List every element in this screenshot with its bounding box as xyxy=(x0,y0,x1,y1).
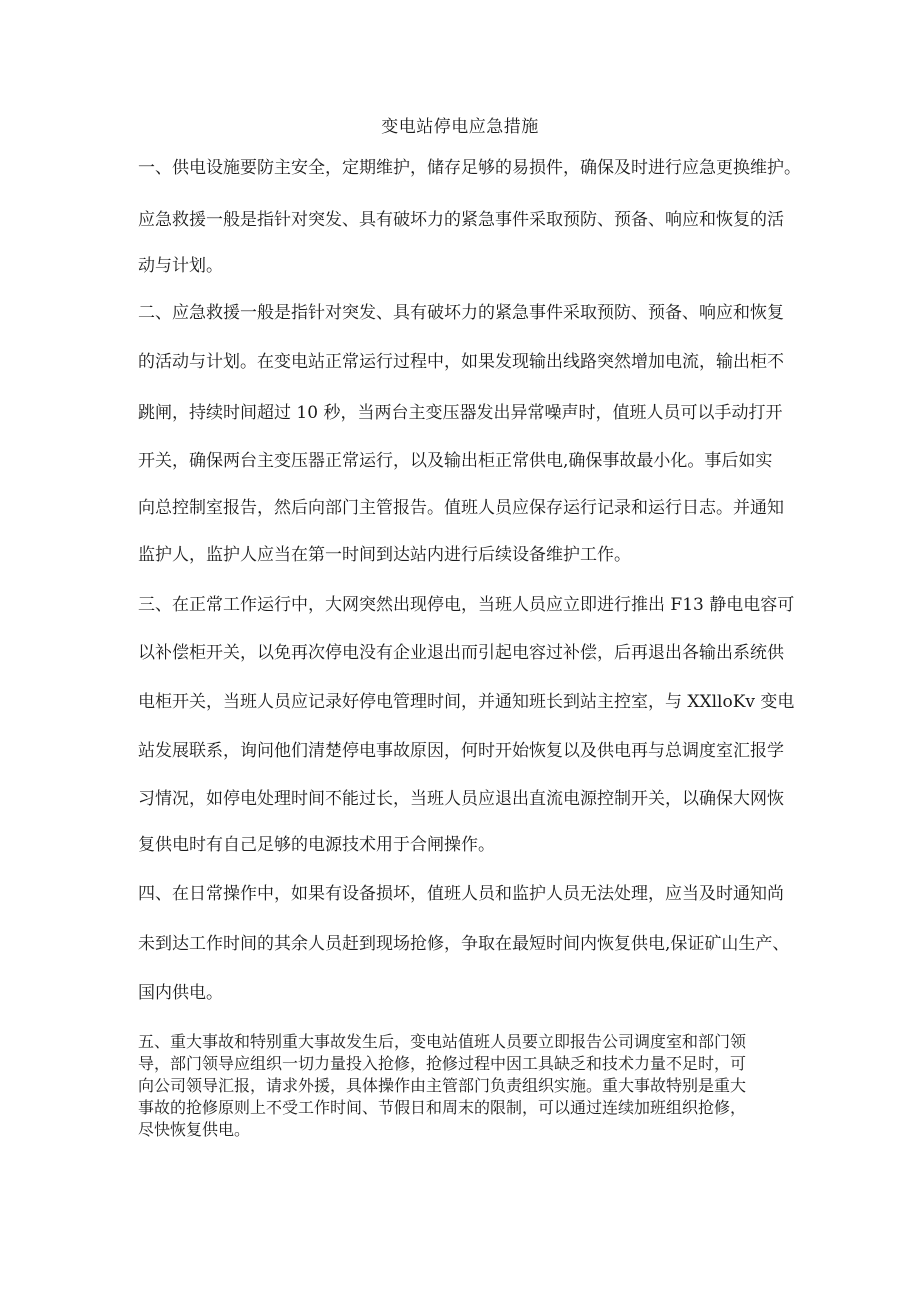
paragraph-1-line-3: 动与计划。 xyxy=(138,256,223,276)
paragraph-5-line-4: 事故的抢修原则上不受工作时间、节假日和周末的限制，可以通过连续加班组织抢修， xyxy=(138,1098,747,1117)
paragraph-2-line-6: 监护人，监护人应当在第一时间到达站内进行后续设备维护工作。 xyxy=(138,545,631,565)
paragraph-3-line-6: 复供电时有自己足够的电源技术用于合闸操作。 xyxy=(138,835,495,855)
paragraph-5-line-5: 尽快恢复供电。 xyxy=(138,1120,251,1139)
paragraph-5-line-3: 向公司领导汇报，请求外援，具体操作由主管部门负责组织实施。重大事故特别是重大 xyxy=(138,1076,747,1095)
paragraph-3-line-5: 习情况，如停电处理时间不能过长，当班人员应退出直流电源控制开关，以确保大网恢 xyxy=(138,789,784,809)
paragraph-2-line-4: 开关，确保两台主变压器正常运行，以及输出柜正常供电,确保事故最小化。事后如实 xyxy=(138,451,773,471)
paragraph-5-line-1: 五、重大事故和特别重大事故发生后，变电站值班人员要立即报告公司调度室和部门领 xyxy=(138,1032,747,1051)
paragraph-3-line-1: 三、在正常工作运行中，大网突然出现停电，当班人员应立即进行推出 F13 静电电容可 xyxy=(138,595,795,615)
paragraph-2-line-3: 跳闸，持续时间超过 10 秒，当两台主变压器发出异常噪声时，值班人员可以手动打开 xyxy=(138,403,783,423)
paragraph-2-line-1: 二、应急救援一般是指针对突发、具有破坏力的紧急事件采取预防、预备、响应和恢复 xyxy=(138,303,784,323)
paragraph-3-line-4: 站发展联系，询问他们清楚停电事故原因，何时开始恢复以及供电再与总调度室汇报学 xyxy=(138,741,784,761)
paragraph-3-line-3: 电柜开关，当班人员应记录好停电管理时间，并通知班长到站主控室，与 XXlloKv 变电 xyxy=(138,692,795,712)
paragraph-2-line-5: 向总控制室报告，然后向部门主管报告。值班人员应保存运行记录和运行日志。并通知 xyxy=(138,498,784,518)
document-title: 变电站停电应急措施 xyxy=(381,117,539,137)
paragraph-1-line-2: 应急救援一般是指针对突发、具有破坏力的紧急事件采取预防、预备、响应和恢复的活 xyxy=(138,210,784,230)
paragraph-5-line-2: 导，部门领导应组织一切力量投入抢修，抢修过程中因工具缺乏和技术力量不足时，可 xyxy=(138,1054,747,1073)
paragraph-4-line-2: 未到达工作时间的其余人员赶到现场抢修，争取在最短时间内恢复供电,保证矿山生产、 xyxy=(138,934,790,954)
paragraph-1-line-1: 一、供电设施要防主安全，定期维护，储存足够的易损件，确保及时进行应急更换维护。 xyxy=(138,158,801,178)
paragraph-2-line-2: 的活动与计划。在变电站正常运行过程中，如果发现输出线路突然增加电流，输出柜不 xyxy=(138,352,784,372)
paragraph-4-line-1: 四、在日常操作中，如果有设备损坏，值班人员和监护人员无法处理，应当及时通知尚 xyxy=(138,884,784,904)
paragraph-4-line-3: 国内供电。 xyxy=(138,983,223,1003)
paragraph-3-line-2: 以补偿柜开关，以免再次停电没有企业退出而引起电容过补偿，后再退出各输出系统供 xyxy=(138,643,784,663)
paragraph-5 xyxy=(138,1031,790,1141)
